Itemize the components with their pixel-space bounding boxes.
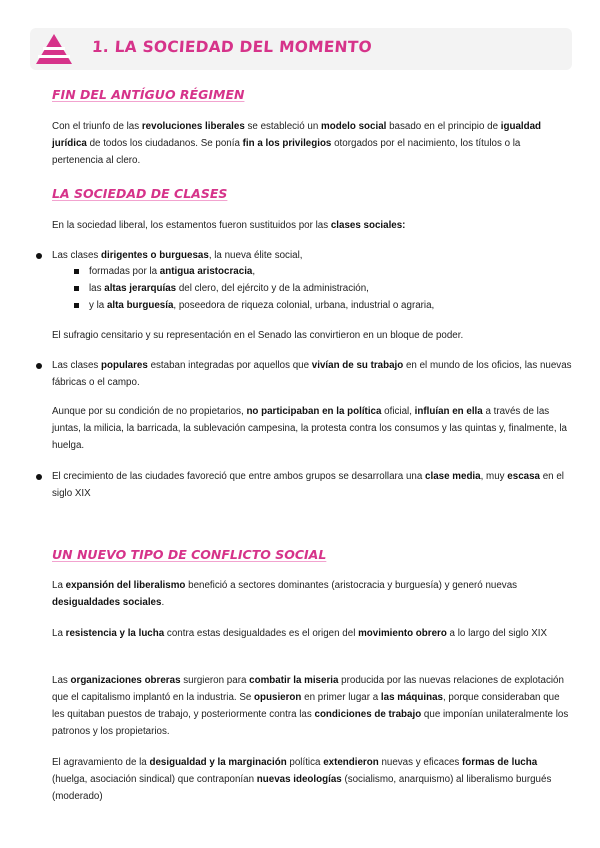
bold-text-run: revoluciones liberales	[141, 121, 245, 132]
text-run: .	[161, 597, 165, 608]
text-run: La	[52, 628, 66, 639]
paragraph-sufragio	[52, 327, 574, 344]
bold-text-run: expansión del liberalismo	[65, 580, 186, 591]
text-run: política	[286, 757, 324, 768]
text-run: en primer lugar a	[301, 692, 381, 703]
bold-text-run: vivían de su trabajo	[311, 360, 404, 371]
text-run: Las clases	[52, 250, 102, 261]
paragraph-intro-clases	[52, 217, 574, 234]
sub-bullet-marker	[74, 303, 79, 308]
bold-text-run: modelo social	[321, 121, 387, 132]
text-run: Las clases	[52, 360, 102, 371]
bold-text-run: combatir la miseria	[249, 675, 339, 686]
bold-text-run: clases sociales:	[330, 220, 406, 231]
text-run: a través de las juntas, la milicia, la barricada, la sublevación campesina, la protesta contra los consumos y las quintas y, finalmente, la huelga.	[52, 406, 567, 451]
text-run: que imponían unilateralmente los patronos y los propietarios.	[52, 709, 569, 737]
text-run: en el mundo de los oficios, las nuevas fábricas o el campo.	[52, 360, 572, 388]
page-title: 1. LA SOCIEDAD DEL MOMENTO	[91, 38, 373, 56]
text-run: El crecimiento de las ciudades favoreció que entre ambos grupos se desarrollara una	[52, 471, 426, 482]
pyramid-icon	[34, 32, 74, 66]
text-run: producida por las nuevas relaciones de explotación que el capitalismo implantó en la industria. Se	[52, 675, 564, 703]
text-run: , poseedora de riqueza colonial, urbana, industrial o agraria,	[173, 300, 435, 311]
text-run: , porque consideraban que les quitaban puestos de trabajo, y posteriormente contra las	[52, 692, 560, 720]
text-run: (huelga, asociación sindical) que contraponían	[52, 774, 257, 785]
bold-text-run: fin a los privilegios	[242, 138, 332, 149]
text-run: La	[52, 580, 66, 591]
bold-text-run: organizaciones obreras	[70, 675, 181, 686]
text-run: oficial,	[381, 406, 415, 417]
text-run: estaban integradas por aquellos que	[147, 360, 312, 371]
paragraph-fin-antiguo-regimen	[52, 118, 574, 169]
text-run: formadas por la	[89, 266, 160, 277]
text-run: El sufragio censitario y su representación en el Senado las convirtieron en un bloque de poder.	[52, 330, 464, 341]
sub-item-alta-burguesia	[89, 297, 569, 314]
bold-text-run: desigualdades sociales	[52, 597, 162, 608]
text-run: otorgados por el nacimiento, los títulos o la pertenencia al clero.	[52, 138, 521, 166]
bold-text-run: las máquinas	[380, 692, 443, 703]
text-run: nuevas y eficaces	[378, 757, 463, 768]
text-run: El agravamiento de la	[52, 757, 150, 768]
text-run: las	[89, 283, 105, 294]
bold-text-run: extendieron	[323, 757, 379, 768]
list-item-clases-dirigentes	[52, 247, 574, 264]
paragraph-movimiento-obrero	[52, 625, 574, 642]
bold-text-run: movimiento obrero	[358, 628, 447, 639]
text-run: ,	[252, 266, 256, 277]
bold-text-run: nuevas ideologías	[256, 774, 342, 785]
bold-text-run: desigualdad y la marginación	[149, 757, 287, 768]
paragraph-no-propietarios	[52, 403, 574, 454]
bold-text-run: altas jerarquías	[104, 283, 177, 294]
text-run: En la sociedad liberal, los estamentos fueron sustituidos por las	[52, 220, 331, 231]
bold-text-run: populares	[101, 360, 148, 371]
text-run: Con el triunfo de las	[52, 121, 142, 132]
bold-text-run: influían en ella	[414, 406, 483, 417]
text-run: contra estas desigualdades es el origen del	[164, 628, 359, 639]
bullet-marker	[36, 363, 42, 369]
bold-text-run: clase media	[425, 471, 481, 482]
section-header	[30, 28, 572, 70]
bold-text-run: escasa	[507, 471, 540, 482]
text-run: se estableció un	[244, 121, 322, 132]
heading-nuevo-conflicto-social: UN NUEVO TIPO DE CONFLICTO SOCIAL	[52, 547, 327, 562]
bold-text-run: antigua aristocracia	[159, 266, 253, 277]
paragraph-agravamiento	[52, 754, 574, 805]
heading-fin-antiguo-regimen: FIN DEL ANTÍGUO RÉGIMEN	[52, 87, 245, 102]
text-run: , la nueva élite social,	[208, 250, 303, 261]
list-item-clases-populares	[52, 357, 574, 391]
bold-text-run: resistencia y la lucha	[65, 628, 165, 639]
text-run: benefició a sectores dominantes (aristocracia y burguesía) y generó nuevas	[185, 580, 518, 591]
text-run: y la	[89, 300, 107, 311]
text-run: del clero, del ejército y de la administración,	[176, 283, 369, 294]
bold-text-run: igualdad jurídica	[52, 121, 542, 149]
text-run: Aunque por su condición de no propietarios,	[52, 406, 247, 417]
text-run: de todos los ciudadanos. Se ponía	[86, 138, 243, 149]
bullet-marker	[36, 253, 42, 259]
text-run: (socialismo, anarquismo) al liberalismo burgués (moderado)	[52, 774, 552, 802]
paragraph-organizaciones-obreras	[52, 672, 574, 740]
paragraph-expansion-liberalismo	[52, 577, 574, 611]
bold-text-run: alta burguesía	[106, 300, 174, 311]
sub-item-aristocracia	[89, 263, 569, 280]
text-run: basado en el principio de	[386, 121, 501, 132]
sub-item-altas-jerarquias	[89, 280, 569, 297]
bold-text-run: dirigentes o burguesas	[101, 250, 209, 261]
list-item-clase-media	[52, 468, 574, 502]
bold-text-run: condiciones de trabajo	[314, 709, 422, 720]
bold-text-run: opusieron	[254, 692, 302, 703]
sub-bullet-marker	[74, 269, 79, 274]
bullet-marker	[36, 474, 42, 480]
text-run: a lo largo del siglo XIX	[446, 628, 548, 639]
text-run: en el siglo XIX	[52, 471, 564, 499]
sub-bullet-marker	[74, 286, 79, 291]
bold-text-run: no participaban en la política	[246, 406, 382, 417]
bold-text-run: formas de lucha	[462, 757, 538, 768]
text-run: , muy	[480, 471, 508, 482]
text-run: surgieron para	[180, 675, 250, 686]
text-run: Las	[52, 675, 71, 686]
heading-sociedad-de-clases: LA SOCIEDAD DE CLASES	[52, 186, 228, 201]
